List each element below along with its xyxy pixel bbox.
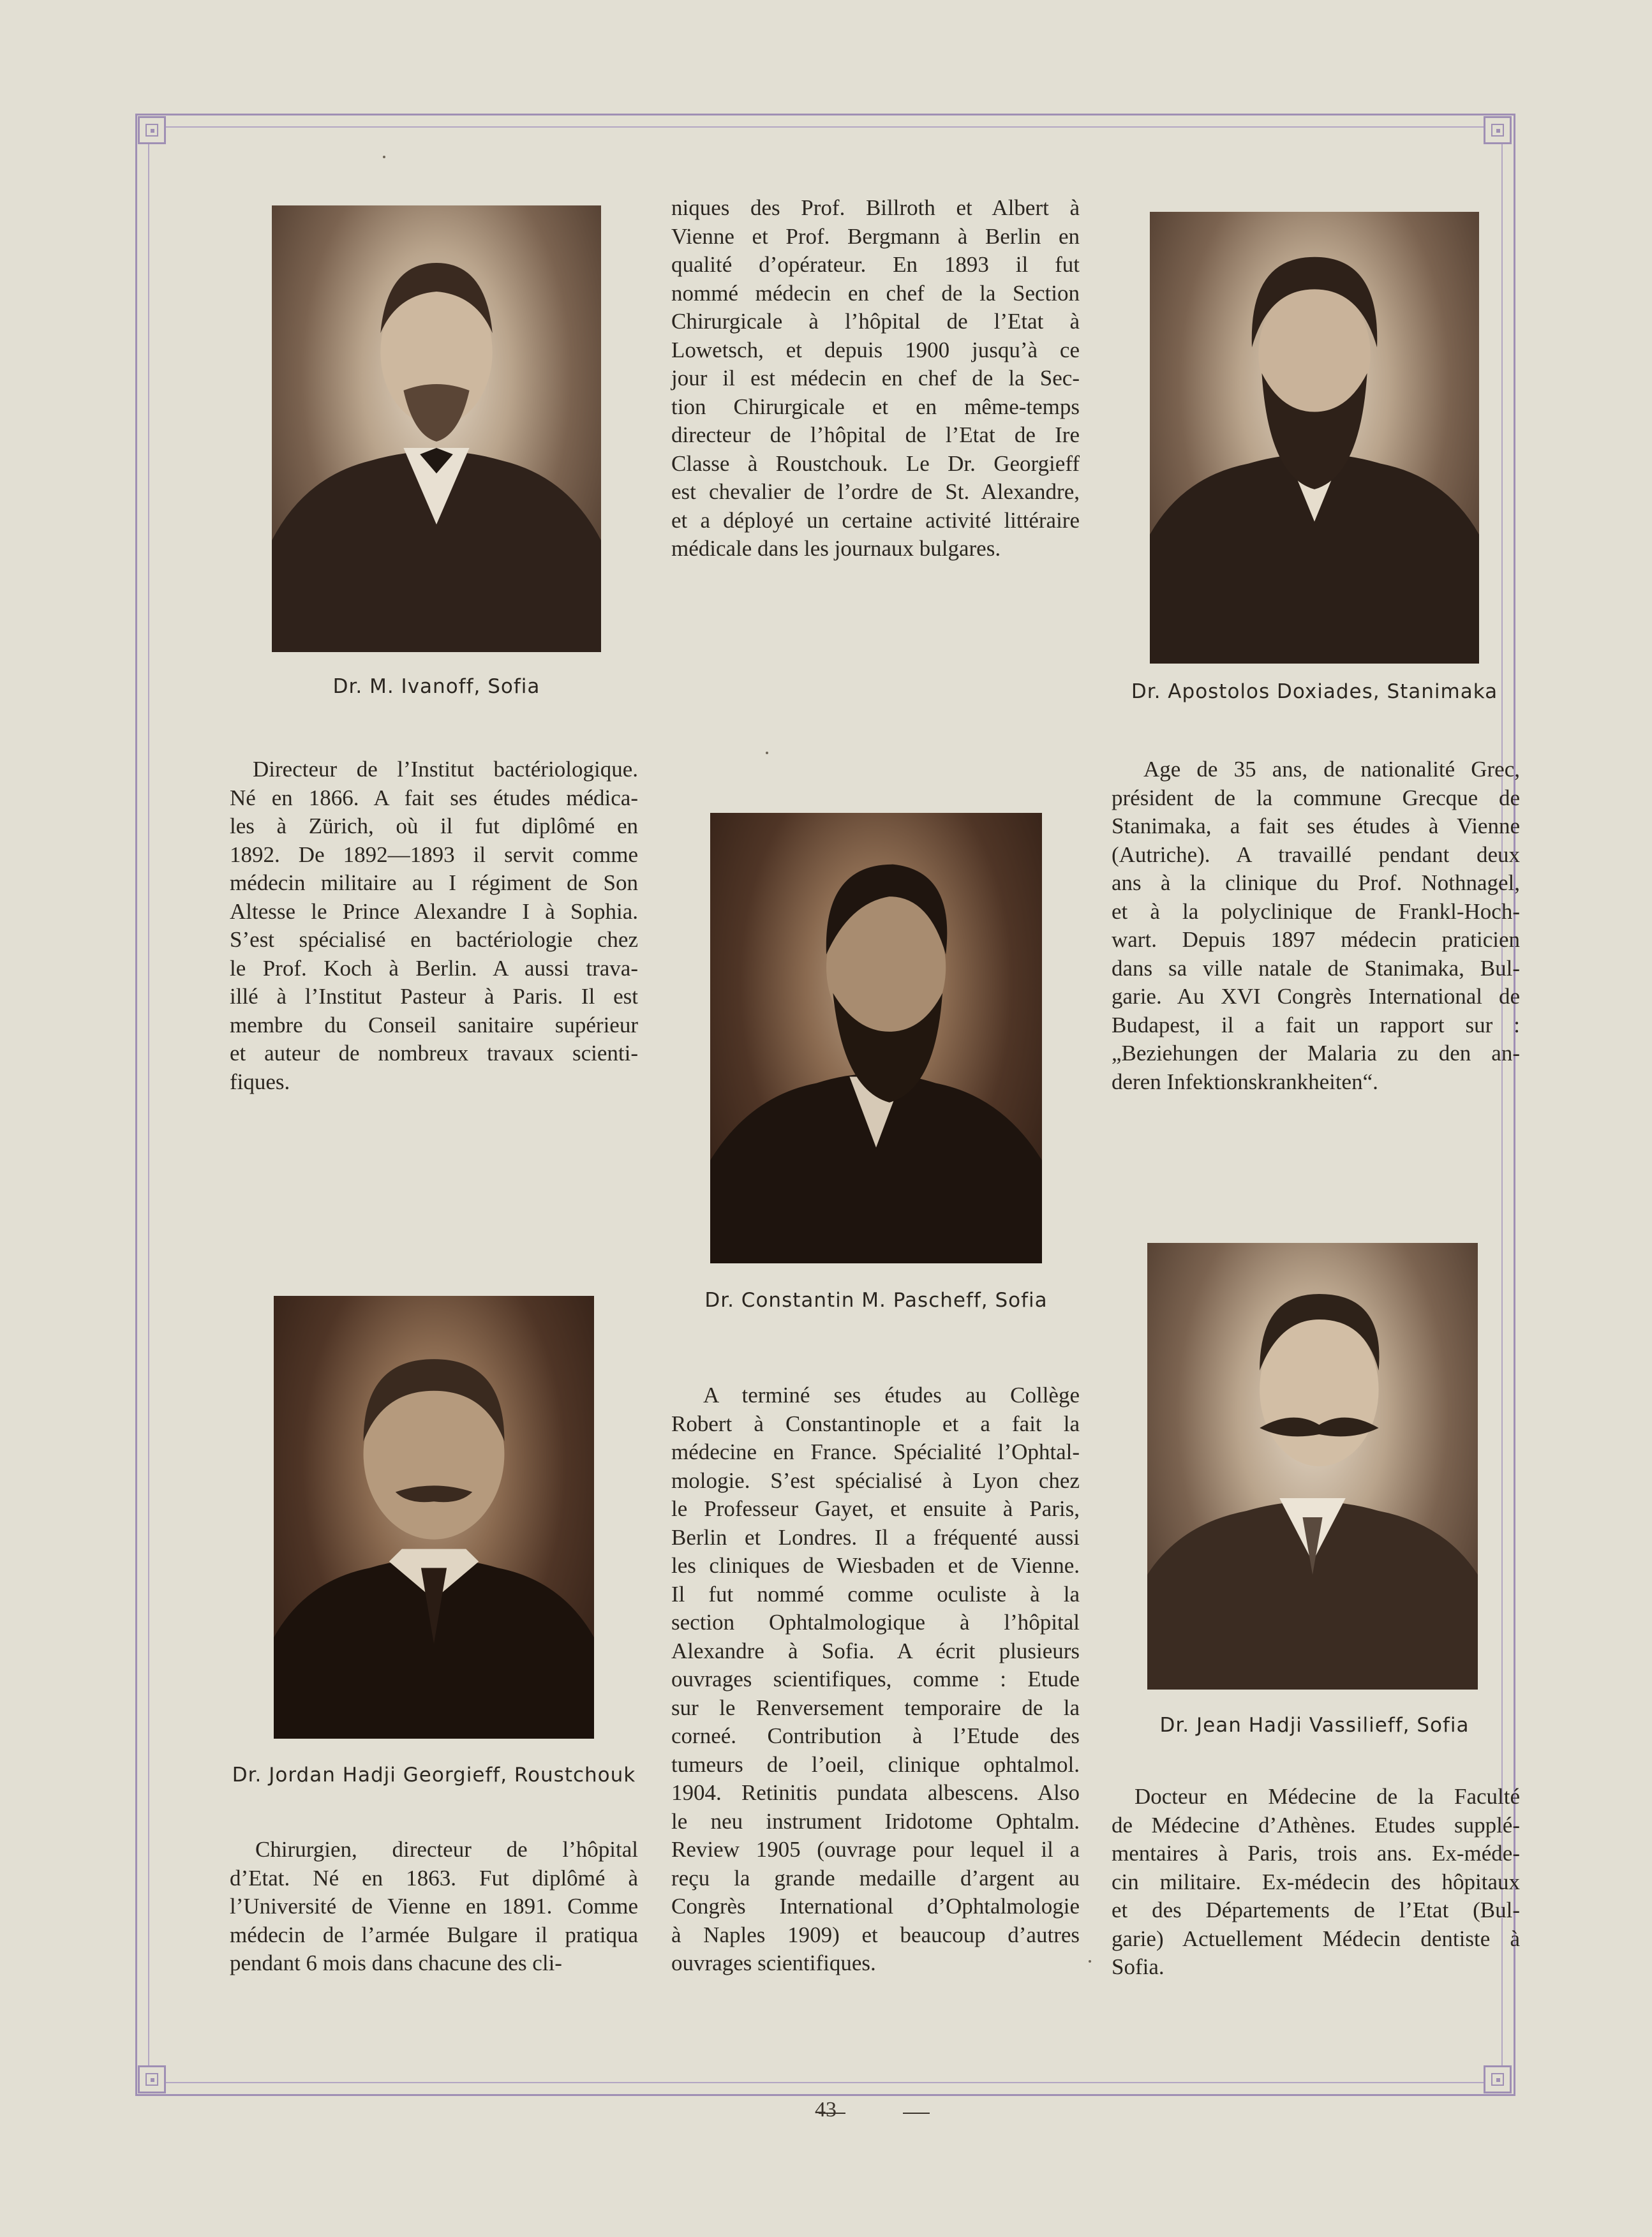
text-line: tumeurs de l’oeil, clinique ophtalmol. [671,1751,1080,1777]
text-line: Il fut nommé comme oculiste à la [671,1581,1080,1607]
text-line: cin militaire. Ex-médecin des hôpitaux [1112,1869,1520,1894]
portrait-caption: Dr. Constantin M. Pascheff, Sofia [704,1289,1048,1312]
text-line: le Professeur Gayet, et ensuite à Paris, [671,1496,1080,1521]
text-line: reçu la grande medaille d’argent au [671,1865,1080,1891]
text-line: ouvrages scientifiques. [671,1951,876,1975]
frame-corner-ornament [1484,116,1512,144]
text-line: médicale dans les journaux bulgares. [671,536,1001,561]
text-line: et des Départements de l’Etat (Bul- [1112,1898,1520,1922]
text-line: Chirurgien, directeur de l’hôpital [255,1837,638,1862]
page-number: 43 [815,2098,837,2122]
text-line: S’est spécialisé en bactériologie chez [230,927,638,952]
text-line: Docteur en Médecine de la Faculté [1135,1784,1520,1809]
text-line: ans à la clinique du Prof. Nothnagel, [1112,870,1520,895]
text-line: d’Etat. Né en 1863. Fut diplômé à [230,1865,638,1891]
text-line: qualité d’opérateur. En 1893 il fut [671,252,1080,277]
biography-georgieff [230,1836,638,1978]
biography-vassilieff [1112,1783,1520,1982]
frame-corner-ornament [138,116,166,144]
text-line: Vienne et Prof. Bergmann à Berlin en [671,223,1080,249]
text-line: jour il est médecin en chef de la Sec- [671,366,1080,390]
text-line: mentaires à Paris, trois ans. Ex-méde- [1112,1841,1520,1866]
portrait-photo-georgieff [274,1296,594,1739]
text-line: médecine en France. Spécialité l’Ophtal- [671,1439,1080,1464]
portrait-caption: Dr. Jordan Hadji Georgieff, Roustchouk [232,1764,636,1787]
text-line: illé à l’Institut Pasteur à Paris. Il est [230,984,638,1009]
biography-georgieff-continued [671,194,1080,563]
text-line: Alexandre à Sofia. A écrit plusieurs [671,1638,1080,1663]
text-line: ouvrages scientifiques, comme : Etude [671,1667,1080,1691]
text-line: est chevalier de l’ordre de St. Alexandre, [671,479,1080,504]
text-line: pendant 6 mois dans chacune des cli- [230,1951,562,1975]
text-line: mologie. S’est spécialisé à Lyon chez [671,1468,1080,1493]
text-line: Classe à Roustchouk. Le Dr. Georgieff [671,450,1080,476]
paper-speck [1089,1960,1091,1963]
text-line: dans sa ville natale de Stanimaka, Bul- [1112,955,1520,981]
text-line: directeur de l’hôpital de l’Etat de Ire [671,422,1080,447]
biography-pascheff [671,1381,1080,1978]
text-line: fiques. [230,1069,290,1094]
portrait-photo-vassilieff [1147,1243,1478,1690]
text-line: Sofia. [1112,1954,1165,1979]
text-line: tion Chirurgicale et en même-temps [671,394,1080,419]
page-number-dash-right [903,2113,930,2114]
text-line: Directeur de l’Institut bactériologique. [253,757,638,782]
paper-speck [383,156,385,158]
biography-ivanoff [230,755,638,1096]
portrait-caption: Dr. Jean Hadji Vassilieff, Sofia [1159,1714,1470,1737]
text-line: garie) Actuellement Médecin dentiste à [1112,1926,1520,1951]
text-line: „Beziehungen der Malaria zu den an- [1112,1041,1520,1066]
biography-doxiades [1112,755,1520,1096]
text-line: le Prof. Koch à Berlin. A aussi trava- [230,955,638,981]
text-line: président de la commune Grecque de [1112,785,1520,810]
text-line: corneé. Contribution à l’Etude des [671,1723,1080,1748]
text-line: membre du Conseil sanitaire supérieur [230,1012,638,1037]
portrait-photo-doxiades [1150,212,1479,664]
portrait-caption: Dr. Apostolos Doxiades, Stanimaka [1131,680,1498,703]
text-line: médecin de l’armée Bulgare il pratiqua [230,1922,638,1947]
text-line: l’Université de Vienne en 1891. Comme [230,1894,638,1919]
text-line: Né en 1866. A fait ses études médica- [230,785,638,810]
text-line: de Médecine d’Athènes. Etudes supplé- [1112,1812,1520,1838]
frame-corner-ornament [1484,2065,1512,2093]
text-line: A terminé ses études au Collège [703,1383,1080,1408]
text-line: les à Zürich, où il fut diplômé en [230,814,638,838]
text-line: et à la polyclinique de Frankl-Hoch- [1112,898,1520,924]
text-line: wart. Depuis 1897 médecin praticien [1112,927,1520,952]
text-line: nommé médecin en chef de la Section [671,280,1080,306]
text-line: les cliniques de Wiesbaden et de Vienne. [671,1553,1080,1578]
text-line: à Naples 1909) et beaucoup d’autres [671,1922,1080,1947]
text-line: garie. Au XVI Congrès International de [1112,984,1520,1009]
text-line: section Ophtalmologique à l’hôpital [671,1610,1080,1635]
portrait-caption: Dr. M. Ivanoff, Sofia [332,675,540,698]
text-line: Stanimaka, a fait ses études à Vienne [1112,814,1520,838]
portrait-photo-ivanoff [272,205,601,652]
text-line: niques des Prof. Billroth et Albert à [671,195,1080,220]
text-line: (Autriche). A travaillé pendant deux [1112,842,1520,867]
text-line: Age de 35 ans, de nationalité Grec, [1143,757,1520,782]
paper-speck [766,752,768,754]
text-line: Review 1905 (ouvrage pour lequel il a [671,1837,1080,1862]
text-line: Berlin et Londres. Il a fréquenté aussi [671,1524,1080,1550]
text-line: Altesse le Prince Alexandre I à Sophia. [230,898,638,924]
text-line: Budapest, il a fait un rapport sur : [1112,1012,1520,1037]
text-line: deren Infektionskrankheiten“. [1112,1069,1378,1094]
portrait-photo-pascheff [710,813,1042,1263]
text-line: 1904. Retinitis pundata albescens. Also [671,1780,1080,1805]
text-line: Congrès International d’Ophtalmologie [671,1894,1080,1919]
text-line: médecin militaire au I régiment de Son [230,870,638,895]
text-line: Chirurgicale à l’hôpital de l’Etat à [671,309,1080,334]
text-line: Lowetsch, et depuis 1900 jusqu’à ce [671,337,1080,362]
text-line: et auteur de nombreux travaux scienti- [230,1041,638,1066]
text-line: 1892. De 1892—1893 il servit comme [230,842,638,867]
text-line: Robert à Constantinople et a fait la [671,1411,1080,1436]
text-line: sur le Renversement temporaire de la [671,1695,1080,1720]
frame-corner-ornament [138,2065,166,2093]
text-line: le neu instrument Iridotome Ophtalm. [671,1808,1080,1834]
text-line: et a déployé un certaine activité littéraire [671,507,1080,533]
